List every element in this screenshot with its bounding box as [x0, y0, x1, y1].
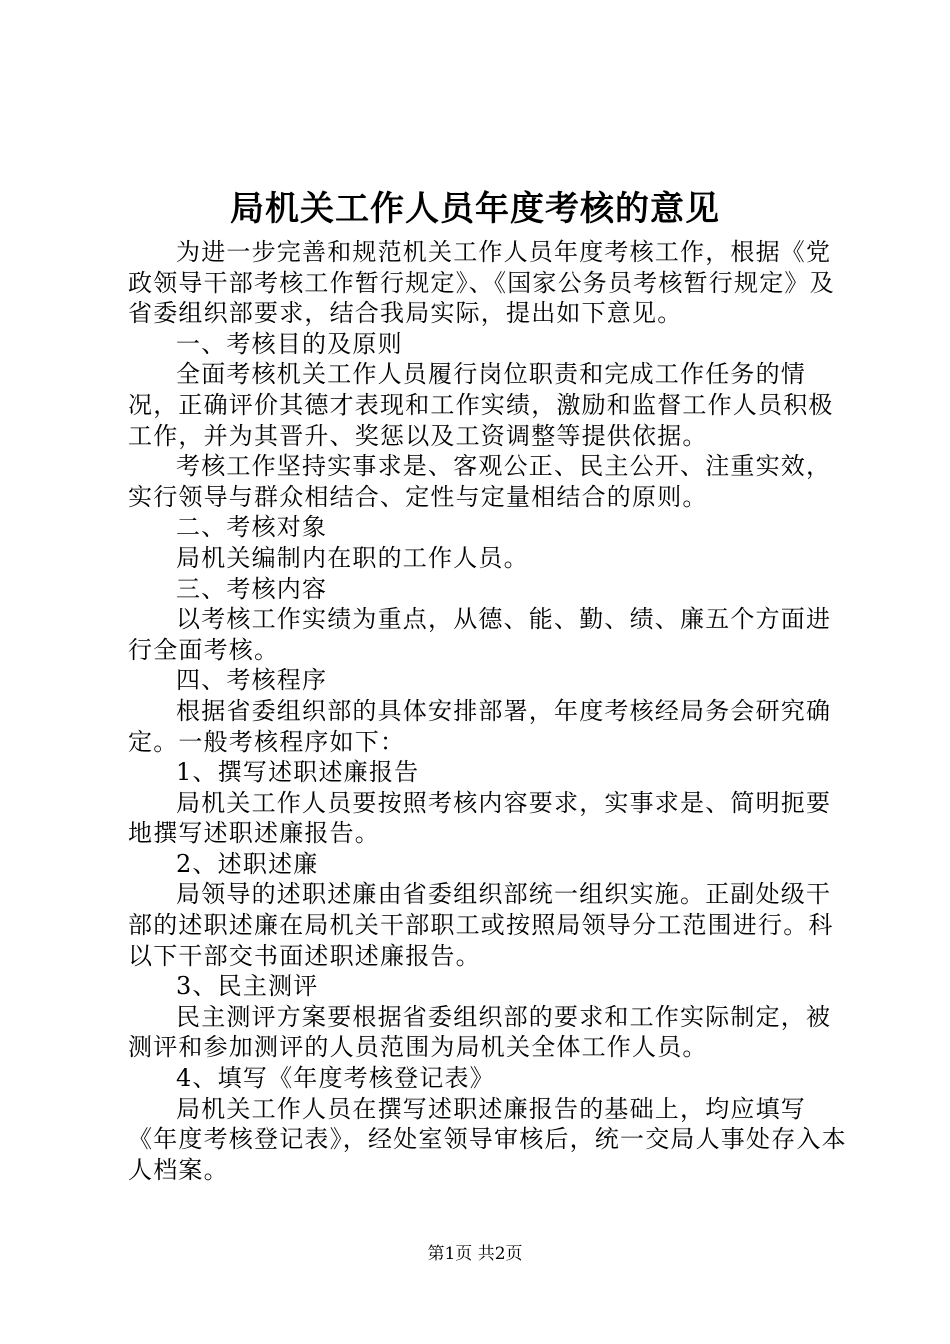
paragraph: 局机关工作人员在撰写述职述廉报告的基础上，均应填写《年度考核登记表》，经处室领导审核后，统一交局人事处存入本人档案。	[128, 1094, 847, 1184]
paragraph: 根据省委组织部的具体安排部署，年度考核经局务会研究确定。一般考核程序如下：	[128, 696, 832, 756]
intro-paragraph: 为进一步完善和规范机关工作人员年度考核工作，根据《党政领导干部考核工作暂行规定》、《国家公务员考核暂行规定》及省委组织部要求，结合我局实际，提出如下意见。	[128, 238, 835, 328]
document-title: 局机关工作人员年度考核的意见	[230, 189, 720, 229]
document-body	[128, 237, 848, 1185]
subsection-heading-1: 1、撰写述职述廉报告	[176, 758, 420, 787]
section-heading-2: 二、考核对象	[176, 513, 328, 542]
subsection-heading-3: 3、民主测评	[176, 972, 319, 1001]
paragraph: 全面考核机关工作人员履行岗位职责和完成工作任务的情况，正确评价其德才表现和工作实绩，激励和监督工作人员积极工作，并为其晋升、奖惩以及工资调整等提供依据。	[128, 360, 834, 450]
subsection-heading-2: 2、述职述廉	[176, 849, 319, 878]
section-heading-1: 一、考核目的及原则	[176, 329, 403, 358]
paragraph: 局机关编制内在职的工作人员。	[176, 543, 529, 572]
paragraph: 民主测评方案要根据省委组织部的要求和工作实际制定，被测评和参加测评的人员范围为局机关全体工作人员。	[128, 1002, 832, 1062]
paragraph: 局机关工作人员要按照考核内容要求，实事求是、简明扼要地撰写述职述廉报告。	[128, 788, 832, 848]
subsection-heading-4: 4、填写《年度考核登记表》	[176, 1064, 495, 1093]
section-heading-4: 四、考核程序	[176, 666, 328, 695]
section-heading-3: 三、考核内容	[176, 574, 328, 603]
page-number: 第1页 共2页	[427, 1244, 523, 1264]
paragraph: 考核工作坚持实事求是、客观公正、民主公开、注重实效，实行领导与群众相结合、定性与定量相结合的原则。	[128, 452, 832, 511]
paragraph: 局领导的述职述廉由省委组织部统一组织实施。正副处级干部的述职述廉在局机关干部职工或按照局领导分工范围进行。科以下干部交书面述职述廉报告。	[128, 880, 834, 970]
paragraph: 以考核工作实绩为重点，从德、能、勤、绩、廉五个方面进行全面考核。	[128, 605, 832, 664]
